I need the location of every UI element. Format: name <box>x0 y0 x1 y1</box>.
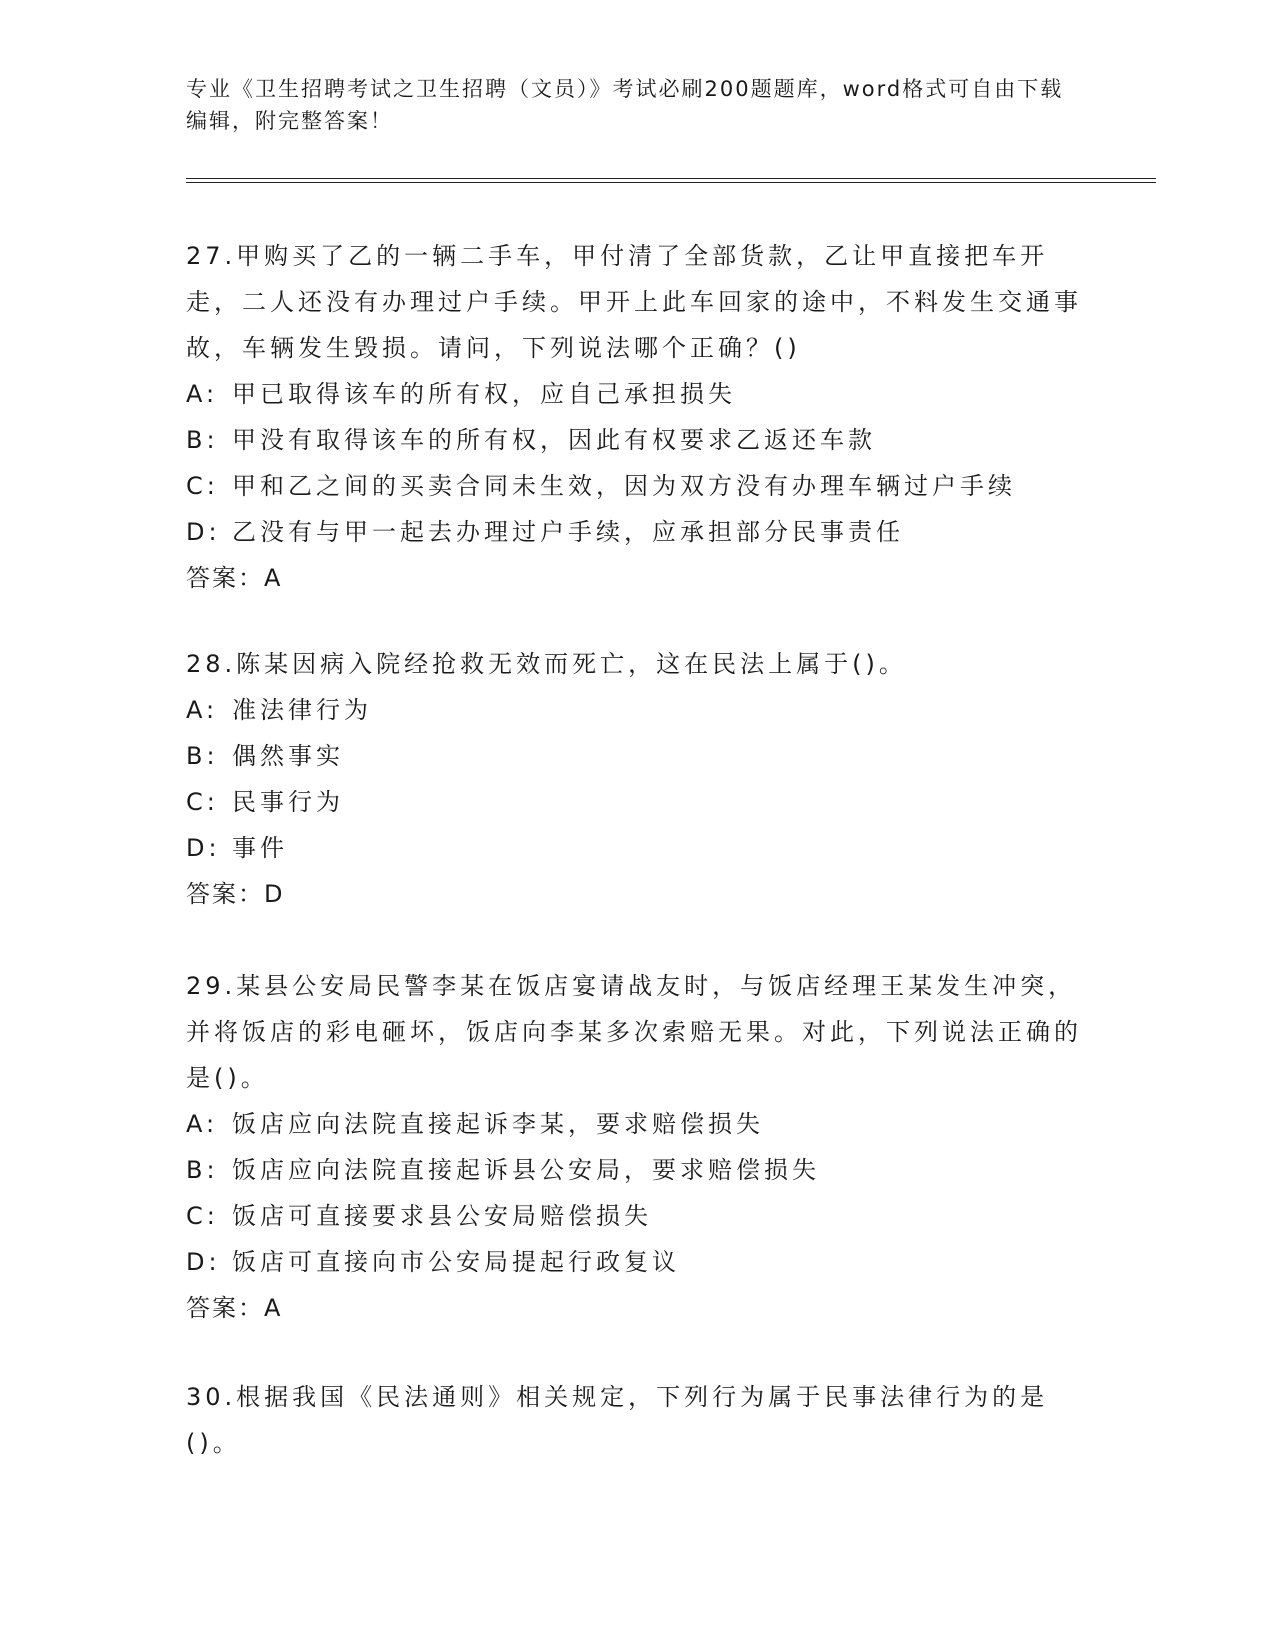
document-header: 专业《卫生招聘考试之卫生招聘（文员）》考试必刷200题题库，word格式可自由下载编辑，附完整答案！ <box>186 77 1064 133</box>
option-text: 民事行为 <box>232 788 344 816</box>
option-c <box>186 779 1086 825</box>
option-a <box>186 1101 1086 1147</box>
option-d <box>186 825 1086 871</box>
answer-line: 答案：D <box>186 880 285 908</box>
question-27 <box>186 233 1086 601</box>
option-c <box>186 1193 1086 1239</box>
option-a <box>186 687 1086 733</box>
option-key: B: <box>186 426 219 454</box>
option-d <box>186 1239 1086 1285</box>
answer-line: 答案：A <box>186 564 283 592</box>
option-key: C: <box>186 788 219 816</box>
question-29 <box>186 963 1086 1331</box>
question-stem: 30.根据我国《民法通则》相关规定，下列行为属于民事法律行为的是()。 <box>186 1383 1049 1457</box>
option-c <box>186 463 1086 509</box>
option-key: C: <box>186 1202 219 1230</box>
option-b <box>186 1147 1086 1193</box>
question-30 <box>186 1374 1086 1466</box>
option-key: D: <box>186 518 221 546</box>
option-key: A: <box>186 1110 219 1138</box>
option-key: B: <box>186 742 219 770</box>
option-d <box>186 509 1086 555</box>
option-key: B: <box>186 1156 219 1184</box>
option-a <box>186 371 1086 417</box>
option-key: D: <box>186 834 221 862</box>
option-b <box>186 417 1086 463</box>
option-key: A: <box>186 696 219 724</box>
option-key: A: <box>186 380 219 408</box>
option-text: 事件 <box>232 834 288 862</box>
question-28 <box>186 641 1086 917</box>
option-text: 偶然事实 <box>232 742 344 770</box>
answer-line: 答案：A <box>186 1294 283 1322</box>
option-text: 乙没有与甲一起去办理过户手续，应承担部分民事责任 <box>232 518 904 546</box>
option-text: 饭店应向法院直接起诉县公安局，要求赔偿损失 <box>232 1156 820 1184</box>
option-text: 饭店可直接要求县公安局赔偿损失 <box>232 1202 652 1230</box>
option-text: 饭店应向法院直接起诉李某，要求赔偿损失 <box>232 1110 764 1138</box>
option-text: 饭店可直接向市公安局提起行政复议 <box>232 1248 680 1276</box>
header-divider-top <box>186 178 1156 179</box>
question-stem: 27.甲购买了乙的一辆二手车，甲付清了全部货款，乙让甲直接把车开走，二人还没有办理过户手续。甲开上此车回家的途中，不料发生交通事故，车辆发生毁损。请问，下列说法哪个正确？() <box>186 242 1082 362</box>
question-stem: 28.陈某因病入院经抢救无效而死亡，这在民法上属于()。 <box>186 650 907 678</box>
header-divider-bottom <box>186 182 1156 183</box>
option-key: D: <box>186 1248 221 1276</box>
option-text: 准法律行为 <box>232 696 372 724</box>
option-text: 甲和乙之间的买卖合同未生效，因为双方没有办理车辆过户手续 <box>232 472 1016 500</box>
option-text: 甲已取得该车的所有权，应自己承担损失 <box>232 380 736 408</box>
question-stem: 29.某县公安局民警李某在饭店宴请战友时，与饭店经理王某发生冲突，并将饭店的彩电砸坏，饭店向李某多次索赔无果。对此，下列说法正确的是()。 <box>186 972 1082 1092</box>
option-key: C: <box>186 472 219 500</box>
option-b <box>186 733 1086 779</box>
option-text: 甲没有取得该车的所有权，因此有权要求乙返还车款 <box>232 426 876 454</box>
